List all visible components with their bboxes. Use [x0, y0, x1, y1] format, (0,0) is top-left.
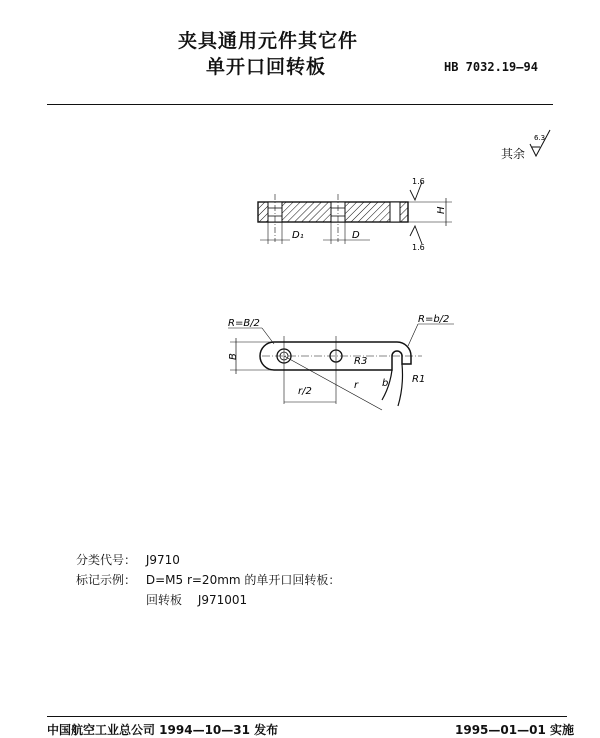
dim-d1-label: D₁ — [292, 230, 304, 241]
document-subtitle: 单开口回转板 — [206, 56, 327, 78]
radius-right-label: R=b/2 — [418, 314, 450, 325]
surface-bottom-label: 1.6 — [412, 243, 425, 252]
header-rule — [47, 104, 553, 105]
surface-mark-bottom-icon — [410, 226, 422, 244]
dim-r1-label: R1 — [412, 374, 426, 385]
marking-example — [76, 571, 340, 588]
class-code — [76, 551, 180, 568]
dim-b-small-label: b — [382, 378, 389, 389]
dim-r-half-label: r/2 — [298, 386, 312, 397]
radius-left-label: R=B/2 — [228, 318, 260, 329]
class-code-label: 分类代号： — [76, 553, 137, 567]
section-view — [240, 170, 460, 260]
marking-label: 标记示例： — [76, 573, 137, 587]
roughness-note — [501, 145, 525, 162]
standard-number: HB 7032.19—94 — [444, 60, 538, 74]
roughness-label: 其余 — [501, 147, 526, 161]
class-code-value: J9710 — [145, 553, 180, 567]
surface-top-label: 1.6 — [412, 177, 425, 186]
plan-view — [222, 306, 462, 426]
marking-code-name: 回转板 — [146, 593, 183, 607]
roughness-symbol-icon — [528, 128, 558, 160]
publish-date: 中国航空工业总公司 1994—10—31 发布 — [47, 723, 279, 737]
dim-r-label: r — [354, 380, 359, 391]
effective-date: 1995—01—01 实施 — [455, 723, 574, 737]
dim-r3-label: R3 — [354, 356, 368, 367]
dim-h-label: H — [436, 206, 447, 214]
marking-code — [146, 591, 247, 608]
roughness-value: 6.3 — [534, 134, 546, 142]
document-title: 夹具通用元件其它件 — [178, 30, 359, 52]
dim-b-label: B — [228, 353, 239, 360]
marking-text: D=M5 r=20mm 的单开口回转板： — [145, 573, 341, 587]
footer-rule — [47, 716, 567, 717]
marking-code-value: J971001 — [197, 593, 248, 607]
dim-d-label: D — [352, 230, 360, 241]
